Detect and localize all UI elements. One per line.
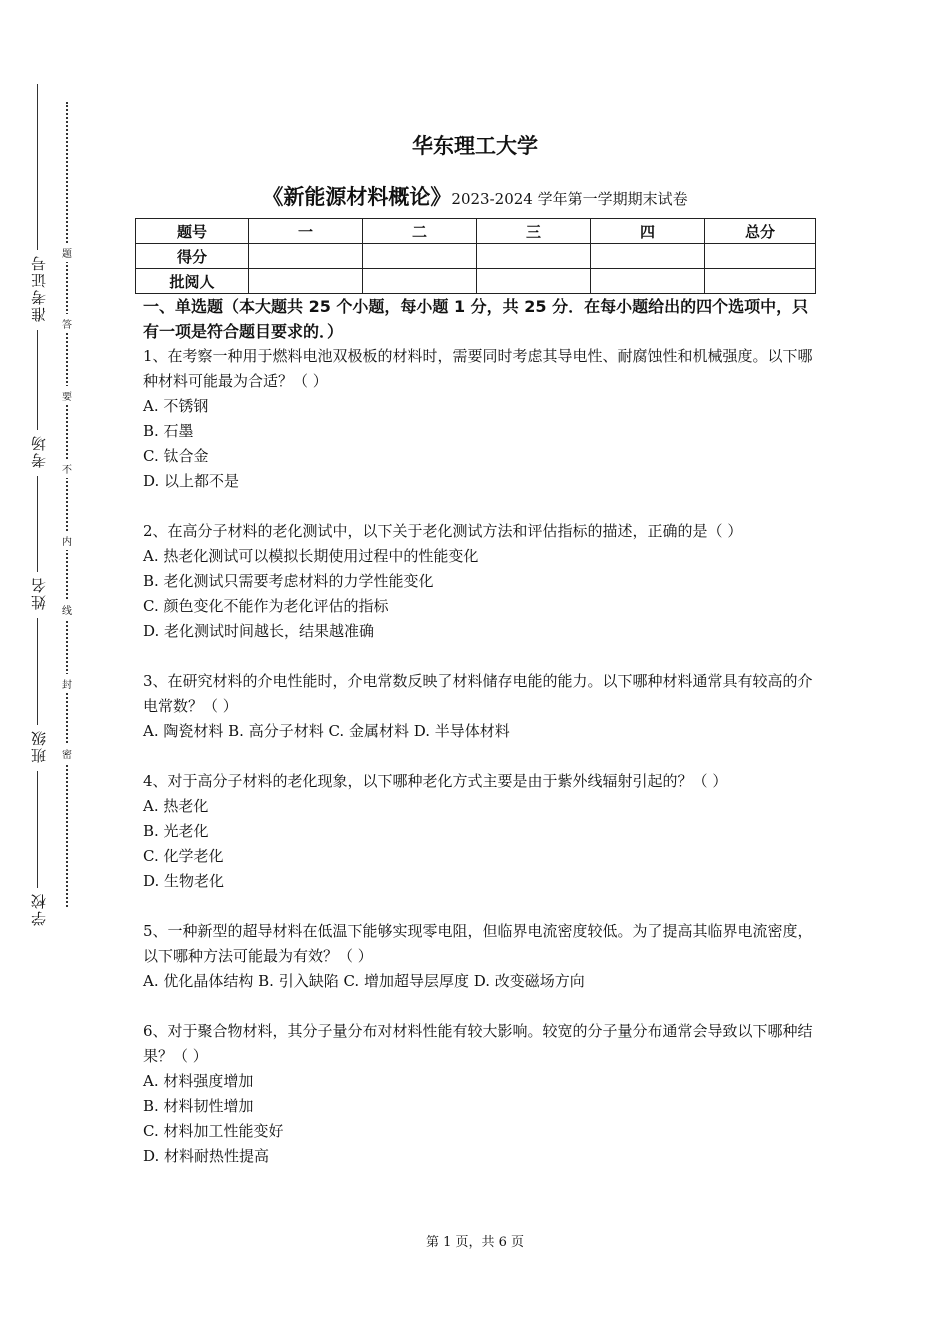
question-4 [143,769,815,894]
binding-dotted-line [66,102,68,907]
score-table-header-cell: 三 [477,219,591,244]
score-cell[interactable] [705,244,816,269]
page-footer: 第 1 页，共 6 页 [425,1235,525,1250]
reviewer-cell[interactable] [705,269,816,294]
reviewer-row-label: 批阅人 [136,269,249,294]
question-2 [143,519,815,644]
seal-note: 内 [57,531,77,550]
question-stem: 3、在研究材料的介电性能时，介电常数反映了材料储存电能的能力。以下哪种材料通常具有较高的介电常数？（ ） [143,672,813,715]
score-cell[interactable] [249,244,363,269]
score-cell[interactable] [477,244,591,269]
question-1 [143,344,815,494]
option-c: C. 颜色变化不能作为老化评估的指标 [143,597,389,615]
options-inline: A. 优化晶体结构 B. 引入缺陷 C. 增加超导层厚度 D. 改变磁场方向 [143,972,585,990]
option-d: D. 以上都不是 [143,472,240,490]
binding-field-exam-room: 考场 [10,430,66,476]
exam-title [0,181,950,211]
score-table-header-cell: 一 [249,219,363,244]
option-b: B. 光老化 [143,822,209,840]
option-a: A. 热老化 [143,797,209,815]
option-a: A. 不锈钢 [143,397,209,415]
seal-note: 要 [57,386,77,405]
score-table [135,218,816,294]
option-b: B. 石墨 [143,422,194,440]
seal-note: 密 [57,744,77,763]
seal-note: 不 [57,459,77,478]
option-a: A. 热老化测试可以模拟长期使用过程中的性能变化 [143,547,479,565]
question-3 [143,669,815,744]
score-table-header-cell: 题号 [136,219,249,244]
seal-note: 线 [57,600,77,619]
score-table-header-row [136,219,816,244]
score-table-row-score [136,244,816,269]
option-c: C. 化学老化 [143,847,224,865]
score-table-header-cell: 二 [363,219,477,244]
seal-note: 题 [57,243,77,262]
binding-field-class: 班级 [10,725,66,771]
option-c: C. 材料加工性能变好 [143,1122,284,1140]
school-name: 华东理工大学 [412,134,538,158]
question-stem: 1、在考察一种用于燃料电池双极板的材料时，需要同时考虑其导电性、耐腐蚀性和机械强度。以下哪种材料可能最为合适？（ ） [143,347,813,390]
section-heading: 一、单选题（本大题共 25 个小题，每小题 1 分，共 25 分．在每小题给出的四个选项中，只有一项是符合题目要求的．） [143,297,809,341]
exam-info: 2023-2024 学年第一学期期末试卷 [451,190,688,208]
reviewer-cell[interactable] [363,269,477,294]
option-d: D. 老化测试时间越长，结果越准确 [143,622,375,640]
seal-note: 答 [57,314,77,333]
course-title: 《新能源材料概论》 [262,185,452,209]
question-stem: 4、对于高分子材料的老化现象，以下哪种老化方式主要是由于紫外线辐射引起的？（ ） [143,772,728,790]
option-b: B. 老化测试只需要考虑材料的力学性能变化 [143,572,434,590]
options-inline: A. 陶瓷材料 B. 高分子材料 C. 金属材料 D. 半导体材料 [143,722,510,740]
score-table-header-cell: 总分 [705,219,816,244]
question-6 [143,1019,815,1169]
question-5 [143,919,815,994]
score-table-row-reviewer [136,269,816,294]
question-stem: 5、一种新型的超导材料在低温下能够实现零电阻，但临界电流密度较低。为了提高其临界电流密度，以下哪种方法可能最为有效？（ ） [143,922,813,965]
binding-field-exam-number: 准考证号 [10,250,66,330]
option-a: A. 材料强度增加 [143,1072,254,1090]
score-cell[interactable] [363,244,477,269]
reviewer-cell[interactable] [591,269,705,294]
option-c: C. 钛合金 [143,447,209,465]
score-table-header-cell: 四 [591,219,705,244]
option-b: B. 材料韧性增加 [143,1097,254,1115]
option-d: D. 生物老化 [143,872,225,890]
binding-field-school: 学校 [10,888,66,934]
exam-content [143,294,815,1169]
reviewer-cell[interactable] [477,269,591,294]
reviewer-cell[interactable] [249,269,363,294]
seal-note: 封 [57,674,77,693]
question-stem: 6、对于聚合物材料，其分子量分布对材料性能有较大影响。较宽的分子量分布通常会导致以下哪种结果？（ ） [143,1022,813,1065]
score-row-label: 得分 [136,244,249,269]
binding-field-name: 姓名 [10,572,66,618]
score-cell[interactable] [591,244,705,269]
option-d: D. 材料耐热性提高 [143,1147,270,1165]
question-stem: 2、在高分子材料的老化测试中，以下关于老化测试方法和评估指标的描述，正确的是（ ） [143,522,743,540]
